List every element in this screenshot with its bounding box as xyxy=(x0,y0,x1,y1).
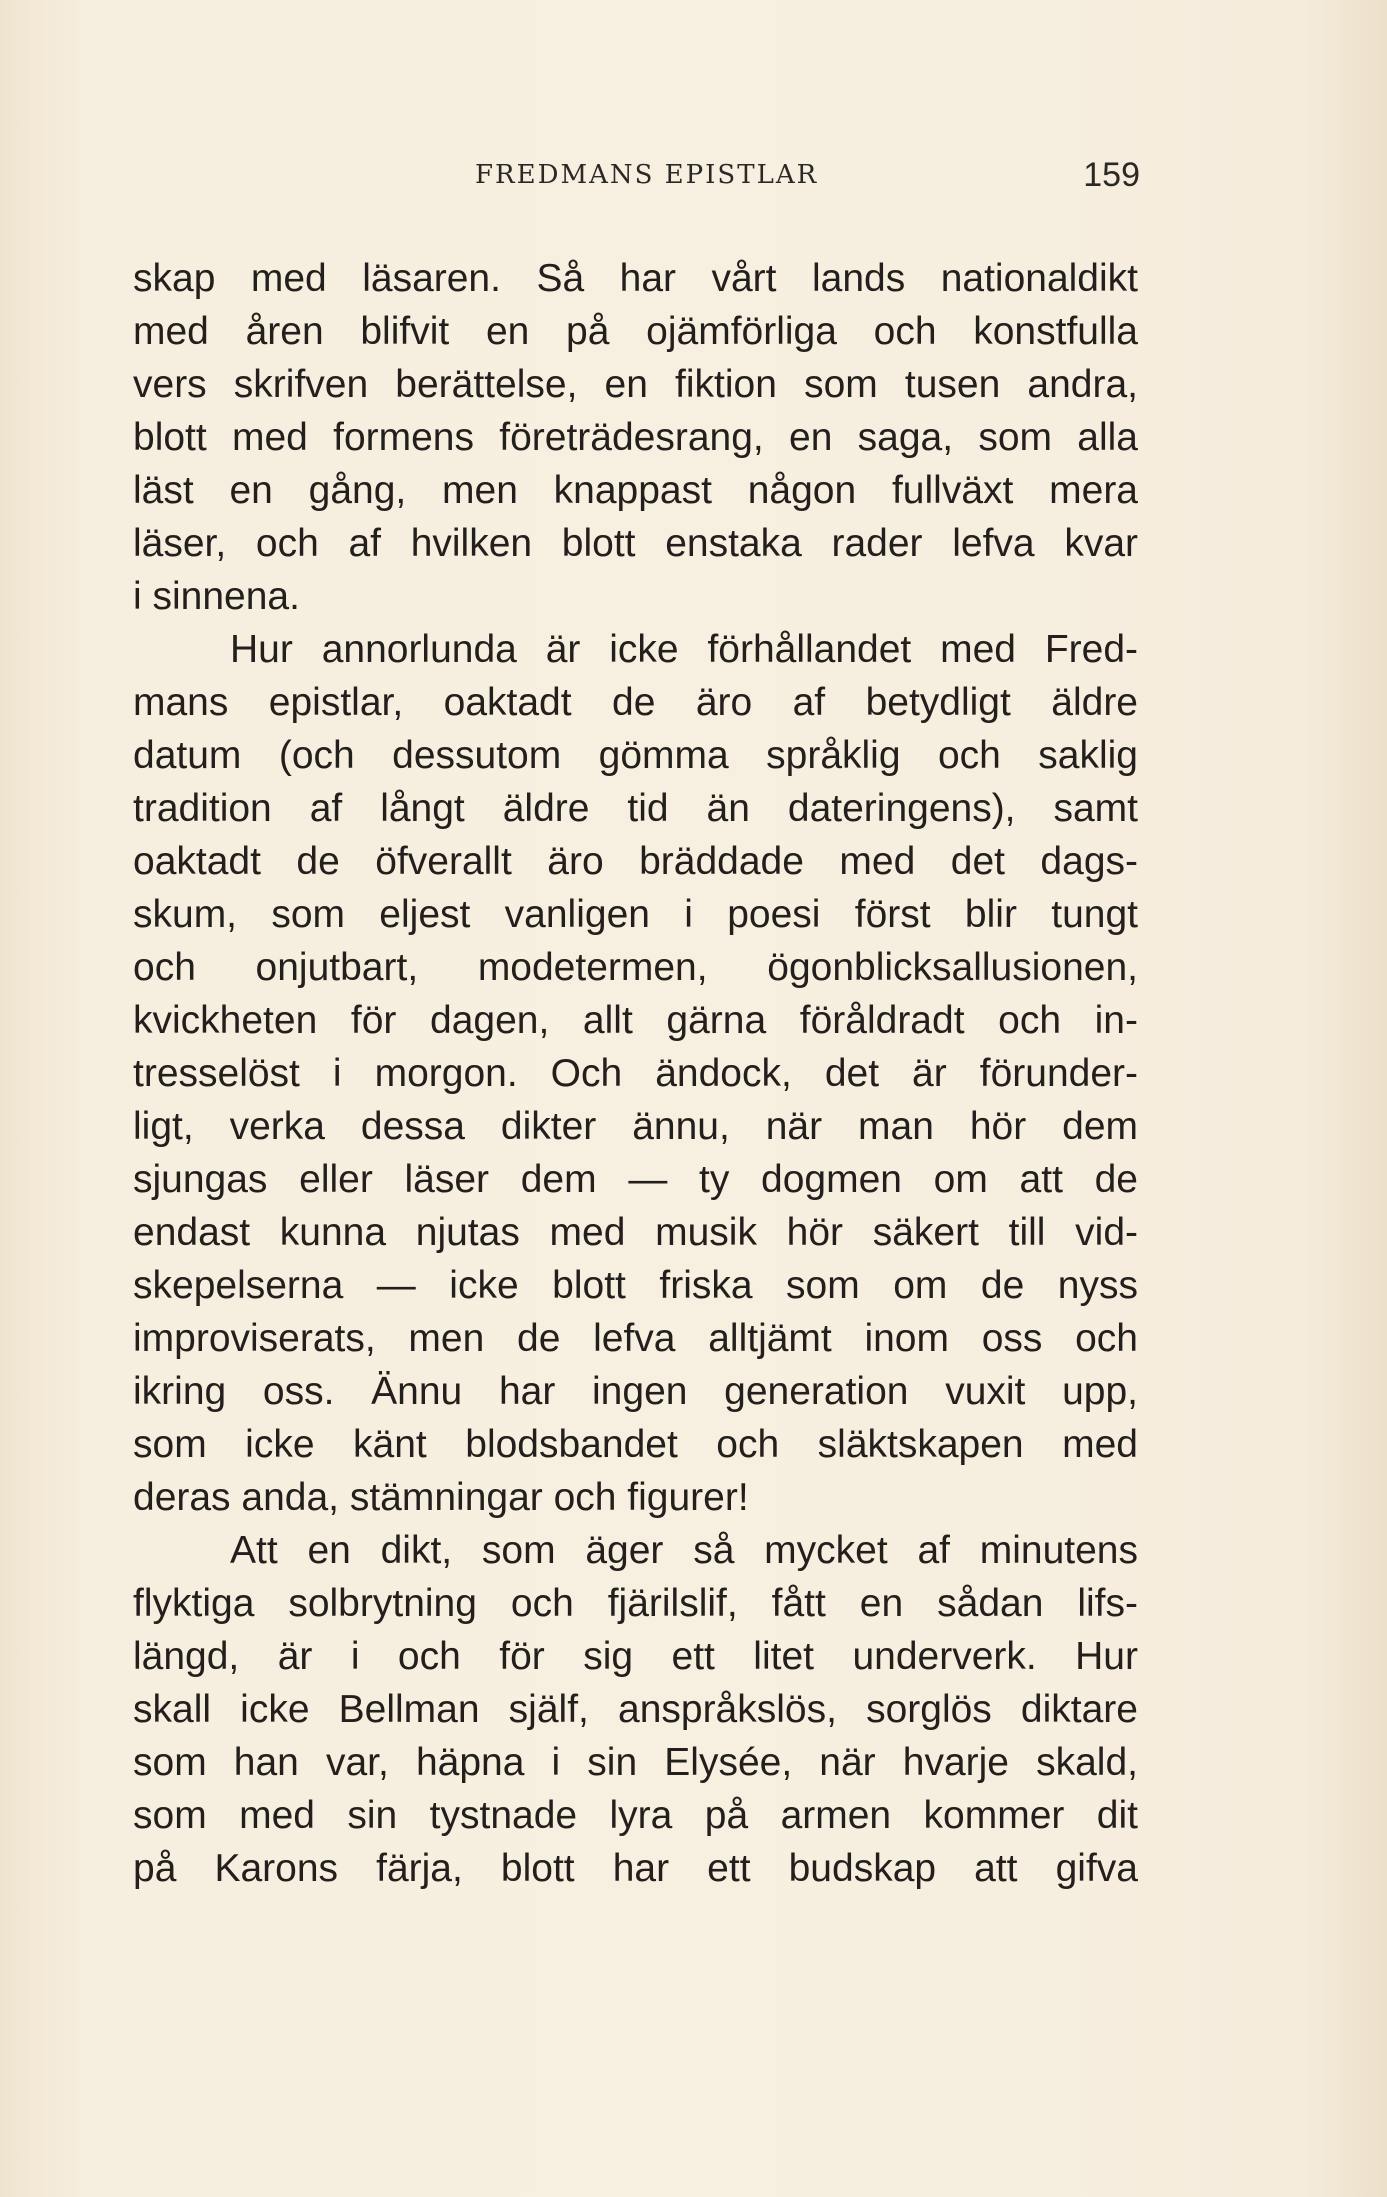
text-line: improviserats, men de lefva alltjämt inom oss och xyxy=(133,1317,1138,1360)
text-line: vers skrifven berättelse, en fiktion som tusen andra, xyxy=(133,363,1138,406)
text-line: oaktadt de öfverallt äro bräddade med det dags- xyxy=(133,840,1138,883)
text-line: ikring oss. Ännu har ingen generation vuxit upp, xyxy=(133,1370,1138,1413)
text-line: sjungas eller läser dem — ty dogmen om att de xyxy=(133,1158,1138,1201)
text-line: tresselöst i morgon. Och ändock, det är förunder- xyxy=(133,1052,1138,1095)
text-line: läser, och af hvilken blott enstaka rader lefva kvar xyxy=(133,522,1138,565)
text-line: som icke känt blodsbandet och släktskapen med xyxy=(133,1423,1138,1466)
text-line: kvickheten för dagen, allt gärna föråldradt och in- xyxy=(133,999,1138,1042)
text-line: mans epistlar, oaktadt de äro af betydligt äldre xyxy=(133,681,1138,724)
text-line: skap med läsaren. Så har vårt lands nationaldikt xyxy=(133,257,1138,300)
paragraph-start-line: Att en dikt, som äger så mycket af minutens xyxy=(230,1529,1138,1572)
text-line: endast kunna njutas med musik hör säkert till vid- xyxy=(133,1211,1138,1254)
text-line: som med sin tystnade lyra på armen kommer dit xyxy=(133,1794,1138,1837)
text-line: längd, är i och för sig ett litet underverk. Hur xyxy=(133,1635,1138,1678)
text-line: läst en gång, men knappast någon fullväxt mera xyxy=(133,469,1138,512)
text-line: blott med formens företrädesrang, en saga, som alla xyxy=(133,416,1138,459)
text-line: och onjutbart, modetermen, ögonblicksallusionen, xyxy=(133,946,1138,989)
text-line: skum, som eljest vanligen i poesi först blir tungt xyxy=(133,893,1138,936)
text-line: tradition af långt äldre tid än dateringens), samt xyxy=(133,787,1138,830)
text-line: med åren blifvit en på ojämförliga och konstfulla xyxy=(133,310,1138,353)
text-line: deras anda, stämningar och figurer! xyxy=(133,1476,749,1519)
running-title: FREDMANS EPISTLAR xyxy=(475,160,819,190)
text-line: flyktiga solbrytning och fjärilslif, fått en sådan lifs- xyxy=(133,1582,1138,1625)
text-line: på Karons färja, blott har ett budskap att gifva xyxy=(133,1847,1138,1890)
text-line: som han var, häpna i sin Elysée, när hvarje skald, xyxy=(133,1741,1138,1784)
text-line: datum (och dessutom gömma språklig och saklig xyxy=(133,734,1138,777)
page-header xyxy=(130,156,1140,200)
text-line: skall icke Bellman själf, anspråkslös, sorglös diktare xyxy=(133,1688,1138,1731)
text-line: i sinnena. xyxy=(133,575,300,618)
body-text xyxy=(133,252,1138,1895)
page-number: 159 xyxy=(1083,156,1140,194)
text-line: ligt, verka dessa dikter ännu, när man hör dem xyxy=(133,1105,1138,1148)
paragraph-start-line: Hur annorlunda är icke förhållandet med Fred- xyxy=(230,628,1138,671)
text-line: skepelserna — icke blott friska som om de nyss xyxy=(133,1264,1138,1307)
